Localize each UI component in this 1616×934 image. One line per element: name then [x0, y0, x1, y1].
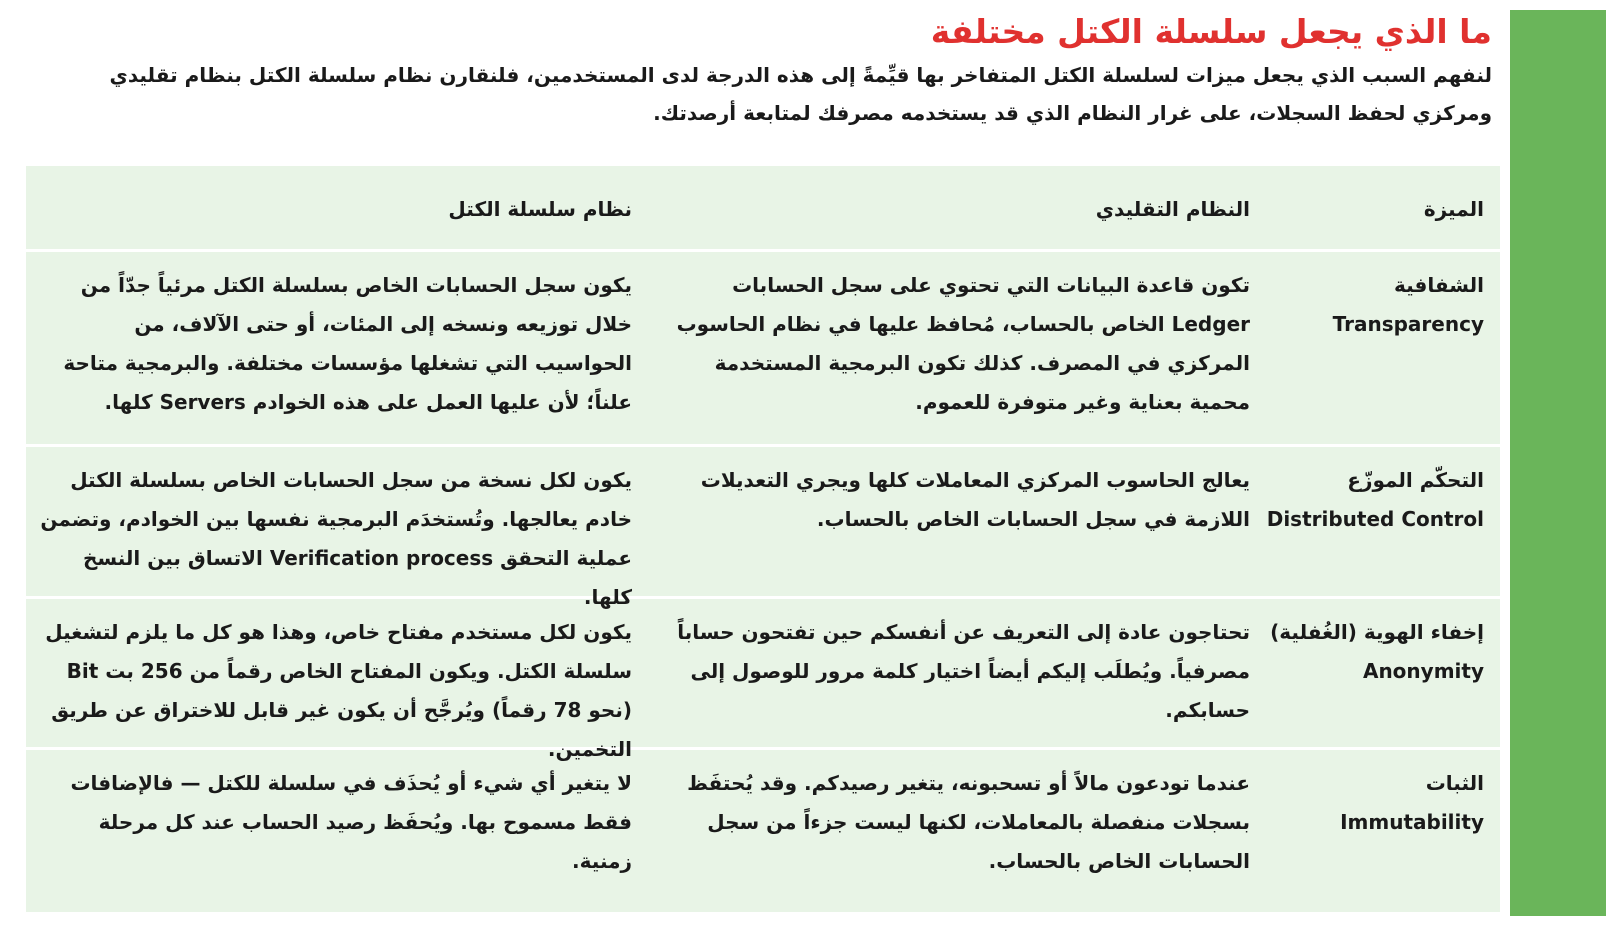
blockchain-cell: يكون سجل الحسابات الخاص بسلسلة الكتل مرئياً جدّاً من خلال توزيعه ونسخه إلى المئات، أو حتى الآلاف، من الحواسيب التي تشغلها مؤسسات مختلفة. والبرمجية متاحة علناً؛ لأن عليها العمل على هذه الخوادم Servers كلها.	[63, 273, 632, 414]
feature-name-en: Immutability	[1340, 810, 1484, 834]
table-header-row	[26, 166, 1500, 252]
traditional-cell: يعالج الحاسوب المركزي المعاملات كلها ويجري التعديلات اللازمة في سجل الحسابات الخاص بالحساب.	[700, 468, 1250, 531]
feature-cell	[1249, 764, 1484, 842]
traditional-cell: عندما تودعون مالاً أو تسحبونه، يتغير رصيدكم. وقد يُحتفَظ بسجلات منفصلة بالمعاملات، لكنها ليست جزءاً من سجل الحسابات الخاص بالحساب.	[687, 771, 1250, 873]
feature-name-ar: التحكّم الموزّع	[1347, 468, 1484, 492]
blockchain-cell: يكون لكل مستخدم مفتاح خاص، وهذا هو كل ما يلزم لتشغيل سلسلة الكتل. ويكون المفتاح الخاص رقماً من 256 بت Bit (نحو 78 رقماً) ويُرجَّح أن يكون غير قابل للاختراق عن طريق التخمين.	[45, 620, 632, 761]
table-row	[26, 599, 1500, 761]
feature-name-ar: الثبات	[1425, 771, 1484, 795]
blockchain-cell: لا يتغير أي شيء أو يُحذَف في سلسلة للكتل — فالإضافات فقط مسموح بها. ويُحفَظ رصيد الحساب عند كل مرحلة زمنية.	[70, 771, 632, 873]
header-traditional: النظام التقليدي	[1095, 197, 1250, 221]
comparison-table	[26, 166, 1500, 912]
feature-name-ar: إخفاء الهوية (الغُفلية)	[1270, 620, 1484, 644]
header-feature: الميزة	[1423, 197, 1484, 221]
accent-sidebar	[1510, 10, 1606, 916]
page-title: ما الذي يجعل سلسلة الكتل مختلفة	[930, 12, 1492, 51]
feature-name-ar: الشفافية	[1393, 273, 1484, 297]
traditional-cell: تحتاجون عادة إلى التعريف عن أنفسكم حين تفتحون حساباً مصرفياً. ويُطلَب إليكم أيضاً اختيار كلمة مرور للوصول إلى حسابكم.	[677, 620, 1250, 722]
feature-cell	[1249, 613, 1484, 691]
blockchain-cell: يكون لكل نسخة من سجل الحسابات الخاص بسلسلة الكتل خادم يعالجها. وتُستخدَم البرمجية نفسها بين الخوادم، وتضمن عملية التحقق Verification process الاتساق بين النسخ كلها.	[40, 468, 632, 609]
table-row	[26, 447, 1500, 609]
table-row	[26, 252, 1500, 447]
feature-name-en: Distributed Control	[1266, 507, 1484, 531]
header-blockchain: نظام سلسلة الكتل	[448, 197, 632, 221]
feature-cell	[1249, 461, 1484, 539]
table-row	[26, 750, 1500, 912]
feature-cell	[1249, 266, 1484, 344]
intro-paragraph: لنفهم السبب الذي يجعل ميزات لسلسلة الكتل المتفاخر بها قيِّمةً إلى هذه الدرجة لدى المستخدمين، فلنقارن نظام سلسلة الكتل بنظام تقليدي ومركزي لحفظ السجلات، على غرار النظام الذي قد يستخدمه مصرفك لمتابعة أرصدتك.	[109, 63, 1492, 125]
feature-name-en: Transparency	[1332, 312, 1484, 336]
feature-name-en: Anonymity	[1362, 659, 1484, 683]
traditional-cell: تكون قاعدة البيانات التي تحتوي على سجل الحسابات Ledger الخاص بالحساب، مُحافظ عليها في نظام الحاسوب المركزي في المصرف. كذلك تكون البرمجية المستخدمة محمية بعناية وغير متوفرة للعموم.	[676, 273, 1250, 414]
